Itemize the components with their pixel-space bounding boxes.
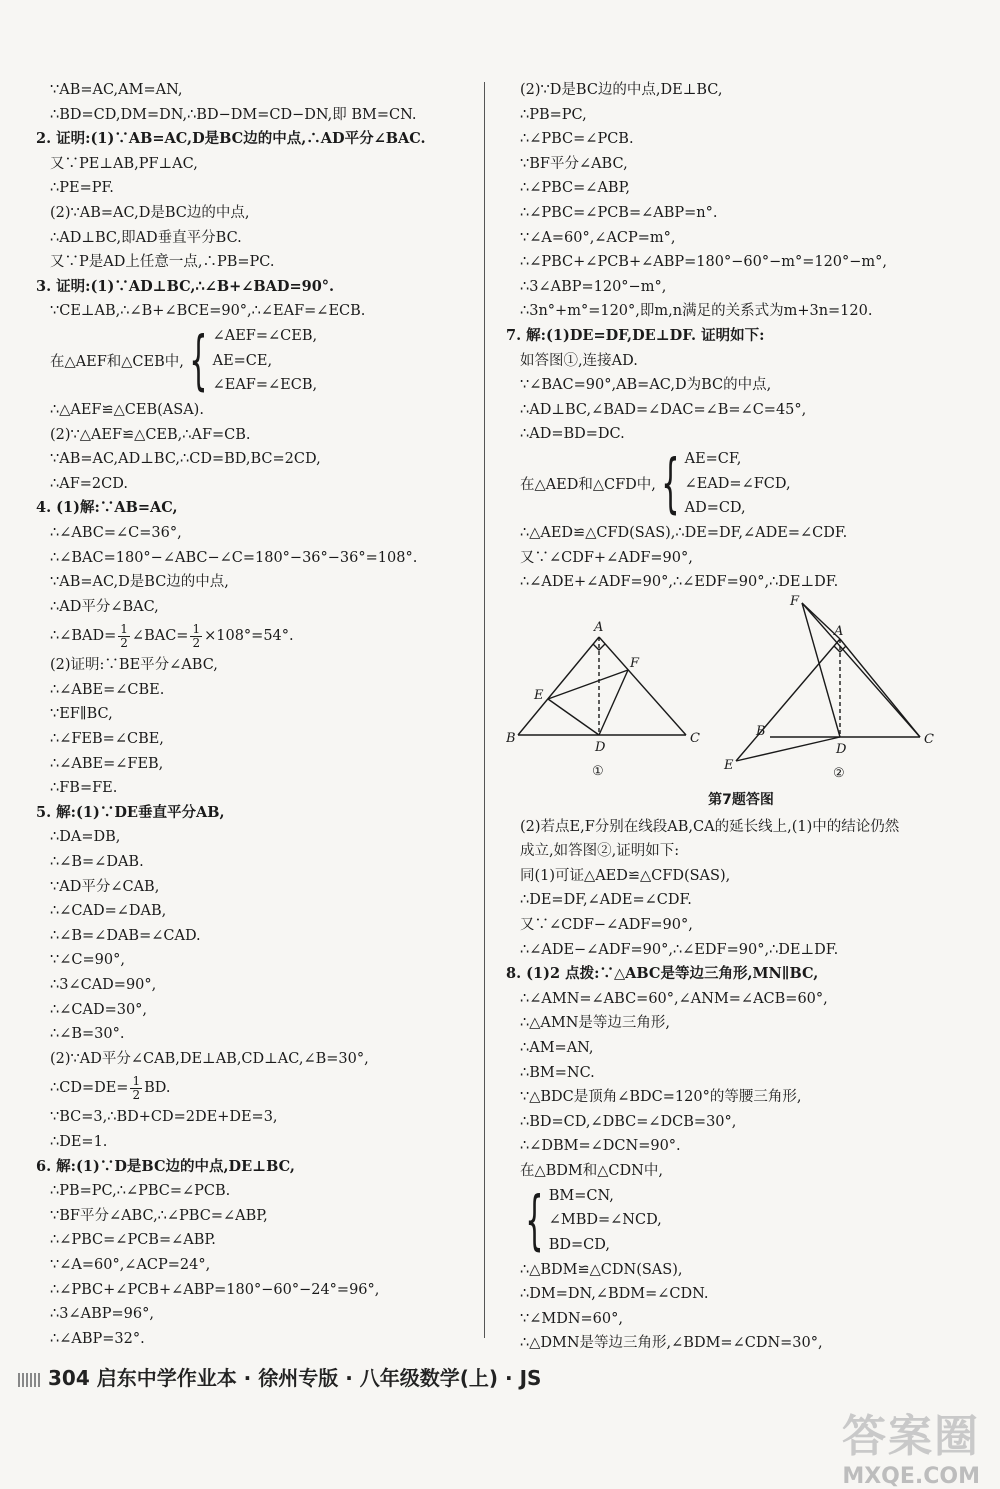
text-line: 又∵∠CDF+∠ADF=90°, — [520, 549, 693, 566]
fraction — [118, 623, 130, 650]
text-line: ∵CE⊥AB,∴∠B+∠BCE=90°,∴∠EAF=∠ECB. — [50, 303, 366, 320]
text-line: (2)∵D是BC边的中点,DE⊥BC, — [520, 82, 723, 98]
label-d: D — [595, 739, 606, 755]
text-line: ∵∠BAC=90°,AB=AC,D为BC的中点, — [520, 377, 772, 394]
text-line: ∴BD=CD,DM=DN,∴BD−DM=CD−DN,即 BM=CN. — [50, 106, 417, 123]
text-line: ∵△BDC是顶角∠BDC=120°的等腰三角形, — [520, 1089, 802, 1106]
text-line: ∴BM=NC. — [520, 1064, 595, 1081]
denominator: 2 — [132, 1087, 141, 1102]
text-line: ∴3∠ABP=96°, — [50, 1306, 154, 1323]
figure-7-answer — [506, 595, 976, 785]
brace-line: ∠EAF=∠ECB, — [212, 377, 318, 394]
text-line: (2)∵AB=AC,D是BC边的中点, — [50, 204, 250, 221]
text-line: ∴∠PBC=∠PCB. — [520, 131, 634, 148]
watermark-logo: 答案圈 — [842, 1411, 980, 1462]
text-line: ∵AB=AC,AM=AN, — [50, 82, 183, 98]
text-line: ∴∠CAD=∠DAB, — [50, 903, 167, 920]
text-line: ∵∠MDN=60°, — [520, 1310, 623, 1327]
left-column — [36, 78, 476, 1351]
text-line: ∴AD平分∠BAC, — [50, 598, 159, 615]
text-line: ∴AD⊥BC,即AD垂直平分BC. — [50, 229, 242, 246]
text-line: ∴AD⊥BC,∠BAD=∠DAC=∠B=∠C=45°, — [520, 401, 807, 418]
fraction-line-2 — [36, 1071, 476, 1105]
label-f: F — [790, 594, 800, 609]
text-line: ∴3∠ABP=120°−m°, — [520, 278, 667, 295]
segment-ea — [736, 639, 840, 761]
text-line: 2. 证明:(1)∵AB=AC,D是BC边的中点,∴AD平分∠BAC. — [36, 130, 426, 148]
brace-lines — [549, 1184, 662, 1258]
segment-fc — [802, 603, 920, 737]
label-e: E — [534, 687, 544, 703]
brace-line: AE=CE, — [212, 352, 273, 369]
geometry-figures — [506, 595, 976, 785]
text-line: ∵∠A=60°,∠ACP=24°, — [50, 1256, 211, 1273]
page-number: 304 — [48, 1366, 90, 1390]
text-line: ∴∠BAC=180°−∠ABC−∠C=180°−36°−36°=108°. — [50, 549, 418, 566]
right-block-1 — [506, 78, 976, 447]
text-line: ∴∠B=∠DAB. — [50, 854, 144, 871]
text-line: ∴∠ADE+∠ADF=90°,∴∠EDF=90°,∴DE⊥DF. — [520, 574, 839, 591]
watermark-url: MXQE.COM — [842, 1464, 980, 1489]
brace-line: ∠AEF=∠CEB, — [212, 328, 318, 345]
text-line: ∴∠PBC+∠PCB+∠ABP=180°−60°−m°=120°−m°, — [520, 254, 888, 271]
text-line: ∴DE=DF,∠ADE=∠CDF. — [520, 892, 692, 909]
brace-prefix: 在△AEF和△CEB中, — [50, 354, 184, 371]
text-line: ∴∠PBC=∠ABP, — [520, 180, 631, 197]
brace-line: AE=CF, — [684, 451, 742, 468]
text-line: ∴△BDM≌△CDN(SAS), — [520, 1261, 683, 1278]
column-divider — [484, 82, 485, 1338]
text-fragment: ∴∠BAD= — [50, 628, 117, 645]
label-a: A — [594, 619, 604, 635]
label-f: F — [630, 655, 640, 671]
text-line: ∵BC=3,∴BD+CD=2DE+DE=3, — [50, 1109, 278, 1126]
text-fragment: ×108°=54°. — [204, 628, 294, 645]
brace-lines — [213, 324, 318, 398]
text-line: ∴∠B=30°. — [50, 1026, 125, 1043]
text-line: ∵EF∥BC, — [50, 706, 113, 723]
figure-number: ② — [833, 765, 845, 781]
right-block-2 — [506, 521, 976, 595]
text-line: 3. 证明:(1)∵AD⊥BC,∴∠B+∠BAD=90°. — [36, 277, 335, 295]
text-line: (2)若点E,F分别在线段AB,CA的延长线上,(1)中的结论仍然 — [520, 818, 900, 835]
brace-line: BD=CD, — [548, 1236, 610, 1253]
label-c: C — [924, 731, 934, 747]
text-fragment: ∠BAC= — [131, 628, 189, 645]
numerator: 1 — [120, 621, 128, 636]
text-line: ∴3∠CAD=90°, — [50, 977, 157, 993]
figure-1-labels — [506, 620, 700, 779]
text-line: ∴∠ADE−∠ADF=90°,∴∠EDF=90°,∴DE⊥DF. — [520, 941, 839, 958]
text-line: 成立,如答图②,证明如下: — [520, 843, 680, 860]
text-line: ∵AD平分∠CAB, — [50, 878, 160, 895]
text-line: (2)∵AD平分∠CAB,DE⊥AB,CD⊥AC,∠B=30°, — [50, 1050, 369, 1067]
text-line: 又∵P是AD上任意一点,∴PB=PC. — [50, 254, 275, 271]
text-line: ∵AB=AC,AD⊥BC,∴CD=BD,BC=2CD, — [50, 451, 321, 468]
brace-lines — [685, 447, 791, 521]
brace-icon: { — [525, 1183, 544, 1258]
brace-block-3 — [506, 1184, 976, 1258]
segment-ac — [599, 637, 686, 735]
segment-ab — [518, 637, 599, 735]
text-line: 4. (1)解:∵AB=AC, — [36, 499, 178, 517]
text-line: 6. 解:(1)∵D是BC边的中点,DE⊥BC, — [36, 1157, 295, 1175]
left-block-2 — [36, 398, 476, 619]
text-line: 又∵∠CDF−∠ADF=90°, — [520, 917, 693, 934]
text-line: 5. 解:(1)∵DE垂直平分AB, — [36, 803, 225, 821]
brace-block-1 — [36, 324, 476, 398]
text-line: (2)∵△AEF≌△CEB,∴AF=CB. — [50, 426, 251, 443]
text-line: ∴DE=1. — [50, 1133, 108, 1150]
footer-mark-icon — [18, 1373, 42, 1387]
fraction-line-1 — [36, 619, 476, 653]
text-line: ∵∠C=90°, — [50, 952, 125, 969]
denominator: 2 — [120, 635, 128, 650]
brace-icon: { — [661, 446, 680, 521]
brace-line: ∠MBD=∠NCD, — [548, 1212, 662, 1229]
fraction — [190, 623, 202, 650]
text-line: ∴∠ABC=∠C=36°, — [50, 524, 182, 541]
label-e: E — [724, 757, 734, 773]
text-line: ∴△AEF≌△CEB(ASA). — [50, 401, 204, 418]
text-line: ∴∠B=∠DAB=∠CAD. — [50, 927, 201, 944]
numerator: 1 — [192, 621, 201, 636]
text-line: ∴∠ABP=32°. — [50, 1330, 145, 1347]
label-a: A — [834, 623, 844, 639]
left-block-4 — [36, 1105, 476, 1351]
brace-icon: { — [189, 323, 208, 398]
text-line: ∴∠PBC+∠PCB+∠ABP=180°−60°−24°=96°, — [50, 1281, 380, 1298]
text-line: ∴∠PBC=∠PCB=∠ABP. — [50, 1232, 216, 1249]
text-line: 7. 解:(1)DE=DF,DE⊥DF. 证明如下: — [506, 326, 765, 344]
watermark — [842, 1400, 980, 1489]
text-line: (2)证明:∵BE平分∠ABC, — [50, 657, 218, 674]
text-line: ∴AM=AN, — [520, 1040, 594, 1057]
figure-number: ① — [592, 763, 604, 779]
text-line: ∴∠ABE=∠FEB, — [50, 755, 164, 772]
text-line: 8. (1)2 点拨:∵△ABC是等边三角形,MN∥BC, — [506, 965, 819, 983]
page-footer — [18, 1362, 541, 1391]
text-line: ∴∠FEB=∠CBE, — [50, 731, 164, 748]
text-line: ∴AF=2CD. — [50, 475, 128, 492]
book-title: 启东中学作业本 · 徐州专版 · 八年级数学(上) · JS — [96, 1366, 542, 1390]
segment-ed — [736, 737, 840, 761]
right-block-3 — [506, 815, 976, 1184]
text-line: ∵∠A=60°,∠ACP=m°, — [520, 229, 676, 246]
text-fragment: BD. — [144, 1080, 171, 1097]
text-line: ∴∠PBC=∠PCB=∠ABP=n°. — [520, 204, 718, 221]
brace-line: ∠EAD=∠FCD, — [684, 475, 791, 492]
label-b: B — [756, 723, 766, 739]
numerator: 1 — [132, 1073, 141, 1088]
brace-prefix: 在△AED和△CFD中, — [520, 477, 656, 494]
text-line: ∴FB=FE. — [50, 780, 118, 797]
text-line: ∵AB=AC,D是BC边的中点, — [50, 574, 229, 591]
text-line: ∴DA=DB, — [50, 829, 121, 846]
text-line: 又∵PE⊥AB,PF⊥AC, — [50, 155, 198, 172]
brace-block-2 — [506, 447, 976, 521]
label-b: B — [506, 730, 516, 746]
text-line: ∴△AED≌△CFD(SAS),∴DE=DF,∠ADE=∠CDF. — [520, 524, 848, 541]
text-fragment: ∴CD=DE= — [50, 1080, 129, 1097]
figure-2-labels — [723, 595, 934, 781]
text-line: ∴△AMN是等边三角形, — [520, 1015, 670, 1032]
left-block-3 — [36, 653, 476, 1071]
text-line: ∴AD=BD=DC. — [520, 426, 625, 443]
left-block-1 — [36, 78, 476, 324]
text-line: ∴△DMN是等边三角形,∠BDM=∠CDN=30°, — [520, 1335, 823, 1352]
text-line: ∴∠DBM=∠DCN=90°. — [520, 1138, 681, 1155]
text-line: ∴PE=PF. — [50, 180, 114, 197]
text-line: ∴DM=DN,∠BDM=∠CDN. — [520, 1286, 709, 1303]
text-line: ∴∠CAD=30°, — [50, 1001, 148, 1018]
text-line: ∵BF平分∠ABC,∴∠PBC=∠ABP, — [50, 1207, 268, 1224]
right-block-4 — [506, 1258, 976, 1356]
text-line: ∴∠AMN=∠ABC=60°,∠ANM=∠ACB=60°, — [520, 990, 828, 1007]
segment-de — [548, 699, 599, 735]
text-line: ∵BF平分∠ABC, — [520, 155, 628, 172]
figure-1 — [518, 637, 686, 735]
text-line: ∴PB=PC,∴∠PBC=∠PCB. — [50, 1183, 231, 1200]
segment-ac — [840, 639, 920, 737]
brace-line: AD=CD, — [684, 500, 746, 517]
denominator: 2 — [192, 635, 201, 650]
text-line: 如答图①,连接AD. — [520, 352, 638, 369]
segment-df — [599, 670, 628, 735]
text-line: ∴∠ABE=∠CBE. — [50, 681, 165, 698]
brace-line: BM=CN, — [548, 1187, 614, 1204]
label-c: C — [690, 730, 700, 746]
right-column — [506, 78, 976, 1356]
text-line: ∴3n°+m°=120°,即m,n满足的关系式为m+3n=120. — [520, 303, 873, 320]
text-line: ∴BD=CD,∠DBC=∠DCB=30°, — [520, 1113, 737, 1130]
figure-caption: 第7题答图 — [708, 791, 774, 808]
text-line: 同(1)可证△AED≌△CFD(SAS), — [520, 867, 731, 884]
text-line: ∴PB=PC, — [520, 106, 587, 123]
text-line: 在△BDM和△CDN中, — [520, 1163, 663, 1179]
label-d: D — [836, 741, 847, 757]
fraction — [130, 1075, 142, 1102]
